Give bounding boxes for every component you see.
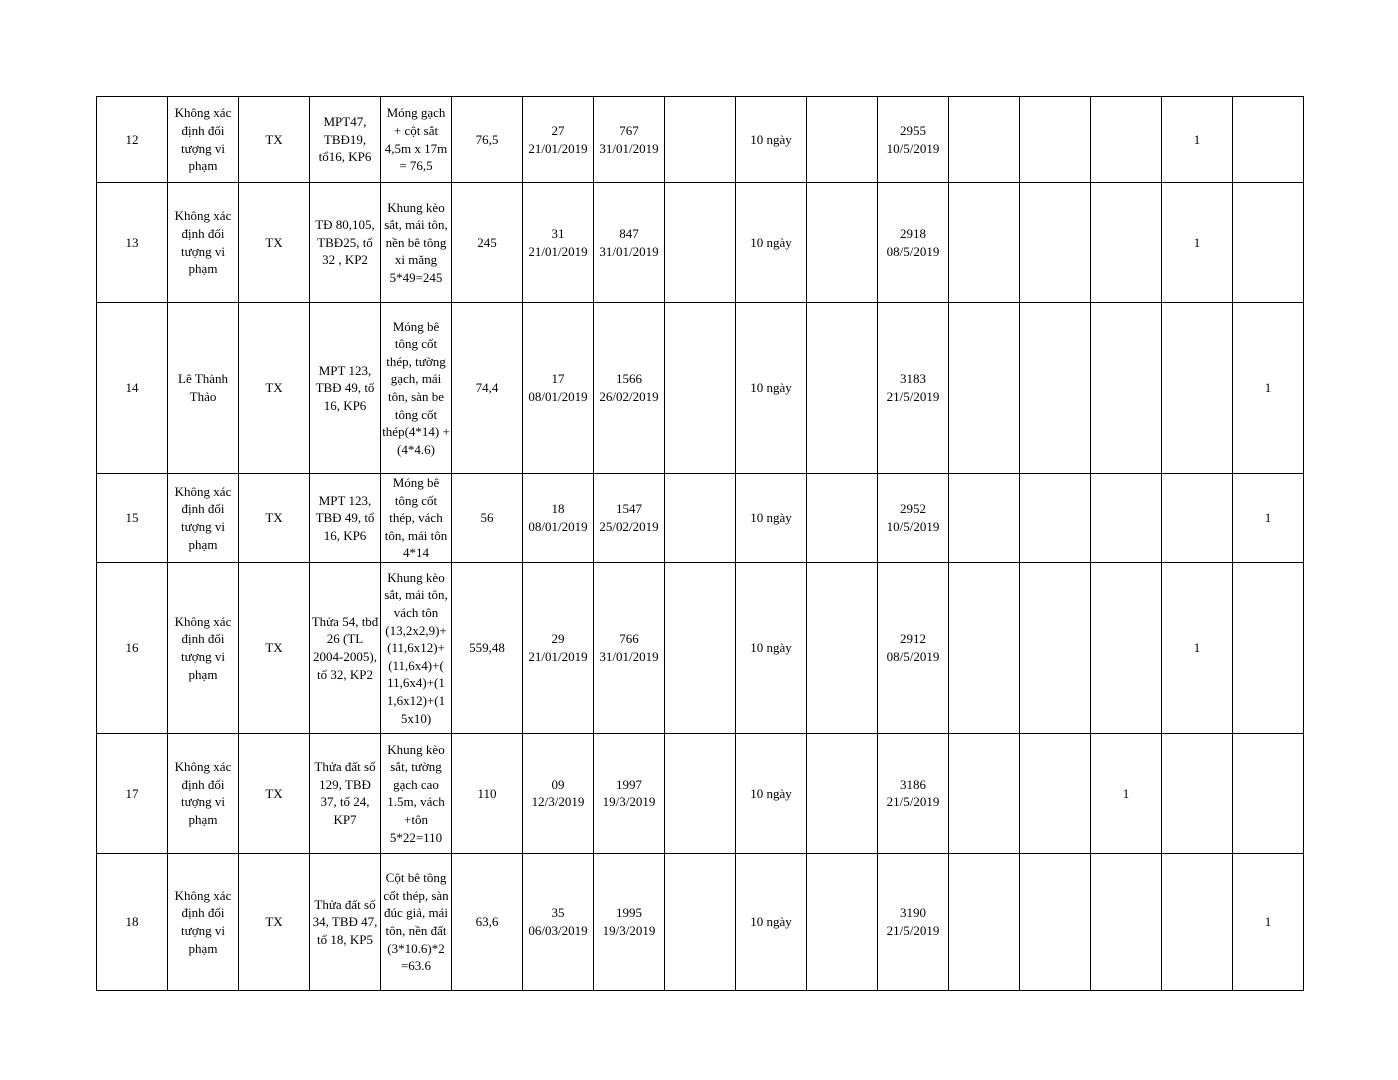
cell-col11 [807, 853, 878, 990]
cell-col17: 1 [1233, 474, 1304, 563]
cell-area: 245 [452, 183, 523, 303]
cell-description: Khung kèo sắt, mái tôn, vách tôn (13,2x2,9)+ (11,6x12)+ (11,6x4)+( 11,6x4)+(1 1,6x12)+(1 5x10) [381, 562, 452, 733]
cell-decision: 847 31/01/2019 [594, 183, 665, 303]
cell-area: 56 [452, 474, 523, 563]
cell-record: 17 08/01/2019 [523, 303, 594, 474]
cell-stt: 12 [97, 97, 168, 183]
table-row [97, 562, 1304, 733]
cell-final: 2955 10/5/2019 [878, 97, 949, 183]
cell-col9 [665, 303, 736, 474]
cell-col9 [665, 853, 736, 990]
cell-col17: 1 [1233, 303, 1304, 474]
cell-deadline: 10 ngày [736, 853, 807, 990]
cell-type: TX [239, 853, 310, 990]
cell-record: 18 08/01/2019 [523, 474, 594, 563]
cell-deadline: 10 ngày [736, 183, 807, 303]
cell-area: 76,5 [452, 97, 523, 183]
cell-type: TX [239, 733, 310, 853]
cell-col9 [665, 474, 736, 563]
cell-col14 [1020, 733, 1091, 853]
cell-type: TX [239, 303, 310, 474]
cell-description: Móng bê tông cốt thép, tường gạch, mái tôn, sàn be tông cốt thép(4*14) +(4*4.6) [381, 303, 452, 474]
cell-deadline: 10 ngày [736, 97, 807, 183]
cell-final: 3183 21/5/2019 [878, 303, 949, 474]
cell-area: 74,4 [452, 303, 523, 474]
cell-col14 [1020, 562, 1091, 733]
cell-decision: 767 31/01/2019 [594, 97, 665, 183]
cell-col16 [1162, 733, 1233, 853]
cell-col17 [1233, 183, 1304, 303]
cell-col13 [949, 562, 1020, 733]
cell-col16 [1162, 853, 1233, 990]
cell-record: 09 12/3/2019 [523, 733, 594, 853]
cell-record: 31 21/01/2019 [523, 183, 594, 303]
cell-decision: 1995 19/3/2019 [594, 853, 665, 990]
cell-record: 29 21/01/2019 [523, 562, 594, 733]
cell-col17 [1233, 97, 1304, 183]
cell-col15 [1091, 97, 1162, 183]
cell-col16 [1162, 474, 1233, 563]
cell-type: TX [239, 183, 310, 303]
cell-col13 [949, 97, 1020, 183]
cell-name: Không xác định đối tượng vi phạm [168, 97, 239, 183]
table-row [97, 853, 1304, 990]
cell-name: Không xác định đối tượng vi phạm [168, 853, 239, 990]
cell-decision: 1997 19/3/2019 [594, 733, 665, 853]
cell-col16 [1162, 303, 1233, 474]
cell-col14 [1020, 853, 1091, 990]
cell-col13 [949, 733, 1020, 853]
cell-name: Không xác định đối tượng vi phạm [168, 183, 239, 303]
cell-area: 110 [452, 733, 523, 853]
cell-type: TX [239, 97, 310, 183]
cell-col9 [665, 562, 736, 733]
cell-location: Thửa đất số 34, TBĐ 47, tổ 18, KP5 [310, 853, 381, 990]
cell-stt: 17 [97, 733, 168, 853]
cell-col9 [665, 97, 736, 183]
table-row [97, 183, 1304, 303]
cell-col15 [1091, 853, 1162, 990]
cell-deadline: 10 ngày [736, 733, 807, 853]
cell-col15 [1091, 474, 1162, 563]
cell-location: MPT 123, TBĐ 49, tổ 16, KP6 [310, 474, 381, 563]
table-row [97, 733, 1304, 853]
cell-stt: 13 [97, 183, 168, 303]
cell-col13 [949, 853, 1020, 990]
cell-record: 35 06/03/2019 [523, 853, 594, 990]
cell-col11 [807, 733, 878, 853]
cell-col13 [949, 474, 1020, 563]
cell-description: Móng bê tông cốt thép, vách tôn, mái tôn 4*14 [381, 474, 452, 563]
cell-stt: 15 [97, 474, 168, 563]
cell-col15 [1091, 303, 1162, 474]
cell-area: 63,6 [452, 853, 523, 990]
cell-col9 [665, 183, 736, 303]
cell-description: Móng gạch + cột sắt 4,5m x 17m = 76,5 [381, 97, 452, 183]
cell-col13 [949, 183, 1020, 303]
cell-col11 [807, 474, 878, 563]
cell-description: Khung kèo sắt, mái tôn, nền bê tông xi măng 5*49=245 [381, 183, 452, 303]
cell-col17 [1233, 733, 1304, 853]
cell-col14 [1020, 183, 1091, 303]
cell-col16: 1 [1162, 183, 1233, 303]
cell-location: MPT 123, TBĐ 49, tổ 16, KP6 [310, 303, 381, 474]
cell-stt: 18 [97, 853, 168, 990]
table-row [97, 97, 1304, 183]
cell-deadline: 10 ngày [736, 562, 807, 733]
violations-table [96, 96, 1304, 991]
cell-final: 2912 08/5/2019 [878, 562, 949, 733]
cell-final: 3186 21/5/2019 [878, 733, 949, 853]
table-row [97, 474, 1304, 563]
cell-name: Lê Thành Thảo [168, 303, 239, 474]
cell-description: Cột bê tông cốt thép, sàn đúc giả, mái tôn, nền đất (3*10.6)*2 =63.6 [381, 853, 452, 990]
table-row [97, 303, 1304, 474]
cell-type: TX [239, 474, 310, 563]
cell-deadline: 10 ngày [736, 303, 807, 474]
cell-decision: 1547 25/02/2019 [594, 474, 665, 563]
cell-col16: 1 [1162, 562, 1233, 733]
cell-col17 [1233, 562, 1304, 733]
cell-col15: 1 [1091, 733, 1162, 853]
cell-col14 [1020, 97, 1091, 183]
cell-col14 [1020, 474, 1091, 563]
table-body [97, 97, 1304, 991]
cell-col15 [1091, 183, 1162, 303]
cell-final: 2952 10/5/2019 [878, 474, 949, 563]
cell-name: Không xác định đối tượng vi phạm [168, 733, 239, 853]
cell-col11 [807, 97, 878, 183]
cell-col16: 1 [1162, 97, 1233, 183]
cell-decision: 766 31/01/2019 [594, 562, 665, 733]
cell-col14 [1020, 303, 1091, 474]
cell-col9 [665, 733, 736, 853]
cell-area: 559,48 [452, 562, 523, 733]
cell-location: TĐ 80,105, TBĐ25, tổ 32 , KP2 [310, 183, 381, 303]
cell-col17: 1 [1233, 853, 1304, 990]
cell-final: 3190 21/5/2019 [878, 853, 949, 990]
cell-location: Thửa 54, tbđ 26 (TL 2004-2005), tổ 32, KP2 [310, 562, 381, 733]
cell-name: Không xác định đối tượng vi phạm [168, 474, 239, 563]
cell-description: Khung kèo sắt, tường gạch cao 1.5m, vách +tôn 5*22=110 [381, 733, 452, 853]
cell-location: Thửa đất số 129, TBĐ 37, tổ 24, KP7 [310, 733, 381, 853]
cell-decision: 1566 26/02/2019 [594, 303, 665, 474]
cell-final: 2918 08/5/2019 [878, 183, 949, 303]
cell-record: 27 21/01/2019 [523, 97, 594, 183]
cell-deadline: 10 ngày [736, 474, 807, 563]
cell-stt: 14 [97, 303, 168, 474]
cell-col11 [807, 303, 878, 474]
cell-col11 [807, 183, 878, 303]
cell-col11 [807, 562, 878, 733]
cell-type: TX [239, 562, 310, 733]
cell-col15 [1091, 562, 1162, 733]
cell-location: MPT47, TBĐ19, tổ16, KP6 [310, 97, 381, 183]
cell-name: Không xác định đối tượng vi phạm [168, 562, 239, 733]
cell-col13 [949, 303, 1020, 474]
cell-stt: 16 [97, 562, 168, 733]
